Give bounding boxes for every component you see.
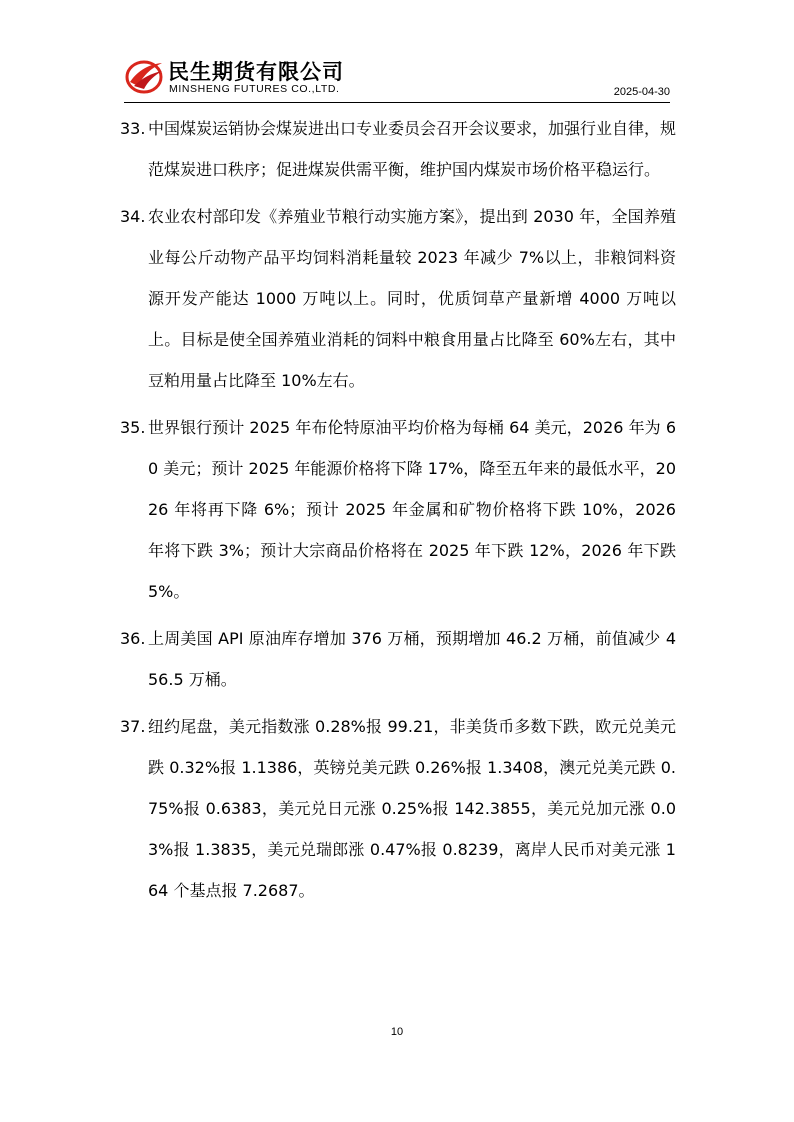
item-text: 纽约尾盘，美元指数涨 0.28%报 99.21，非美货币多数下跌，欧元兑美元跌 0.32%报 1.1386，英镑兑美元跌 0.26%报 1.3408，澳元兑美元跌 0.75%报 0.6383，美元兑日元涨 0.25%报 142.3855，美元兑加元涨 0.03%报 1.3835，美元兑瑞郎涨 0.47%报 0.8239，离岸人民币对美元涨 164 个基点报 7.2687。 <box>148 717 676 900</box>
minsheng-logo-icon <box>124 56 164 96</box>
report-date: 2025-04-30 <box>613 86 670 98</box>
company-name-cn: 民生期货有限公司 <box>168 60 344 84</box>
item-number: 33. <box>120 119 146 138</box>
item-number: 37. <box>120 717 146 736</box>
news-item <box>120 618 676 700</box>
item-number: 36. <box>120 629 146 648</box>
page-number: 10 <box>390 1026 404 1038</box>
item-text: 中国煤炭运销协会煤炭进出口专业委员会召开会议要求，加强行业自律，规范煤炭进口秩序；促进煤炭供需平衡，维护国内煤炭市场价格平稳运行。 <box>148 119 677 179</box>
page-header <box>124 52 670 102</box>
company-name-en: MINSHENG FUTURES CO.,LTD. <box>169 83 340 95</box>
item-text: 农业农村部印发《养殖业节粮行动实施方案》，提出到 2030 年，全国养殖业每公斤动物产品平均饲料消耗量较 2023 年减少 7%以上，非粮饲料资源开发产能达 1000 万吨以上。同时，优质饲草产量新增 4000 万吨以上。目标是使全国养殖业消耗的饲料中粮食用量占比降至 60%左右，其中豆粕用量占比降至 10%左右。 <box>148 207 676 390</box>
news-list <box>120 108 676 917</box>
news-item <box>120 706 676 911</box>
item-text: 上周美国 API 原油库存增加 376 万桶，预期增加 46.2 万桶，前值减少 456.5 万桶。 <box>148 629 676 689</box>
item-number: 34. <box>120 207 146 226</box>
news-item <box>120 196 676 401</box>
news-item <box>120 407 676 612</box>
item-text: 世界银行预计 2025 年布伦特原油平均价格为每桶 64 美元，2026 年为 60 美元；预计 2025 年能源价格将下降 17%，降至五年来的最低水平，2026 年将再下降 6%；预计 2025 年金属和矿物价格将下跌 10%，2026 年将下跌 3%；预计大宗商品价格将在 2025 年下跌 12%，2026 年下跌 5%。 <box>148 418 676 601</box>
item-number: 35. <box>120 418 146 437</box>
news-item <box>120 108 676 190</box>
header-divider <box>124 102 670 103</box>
